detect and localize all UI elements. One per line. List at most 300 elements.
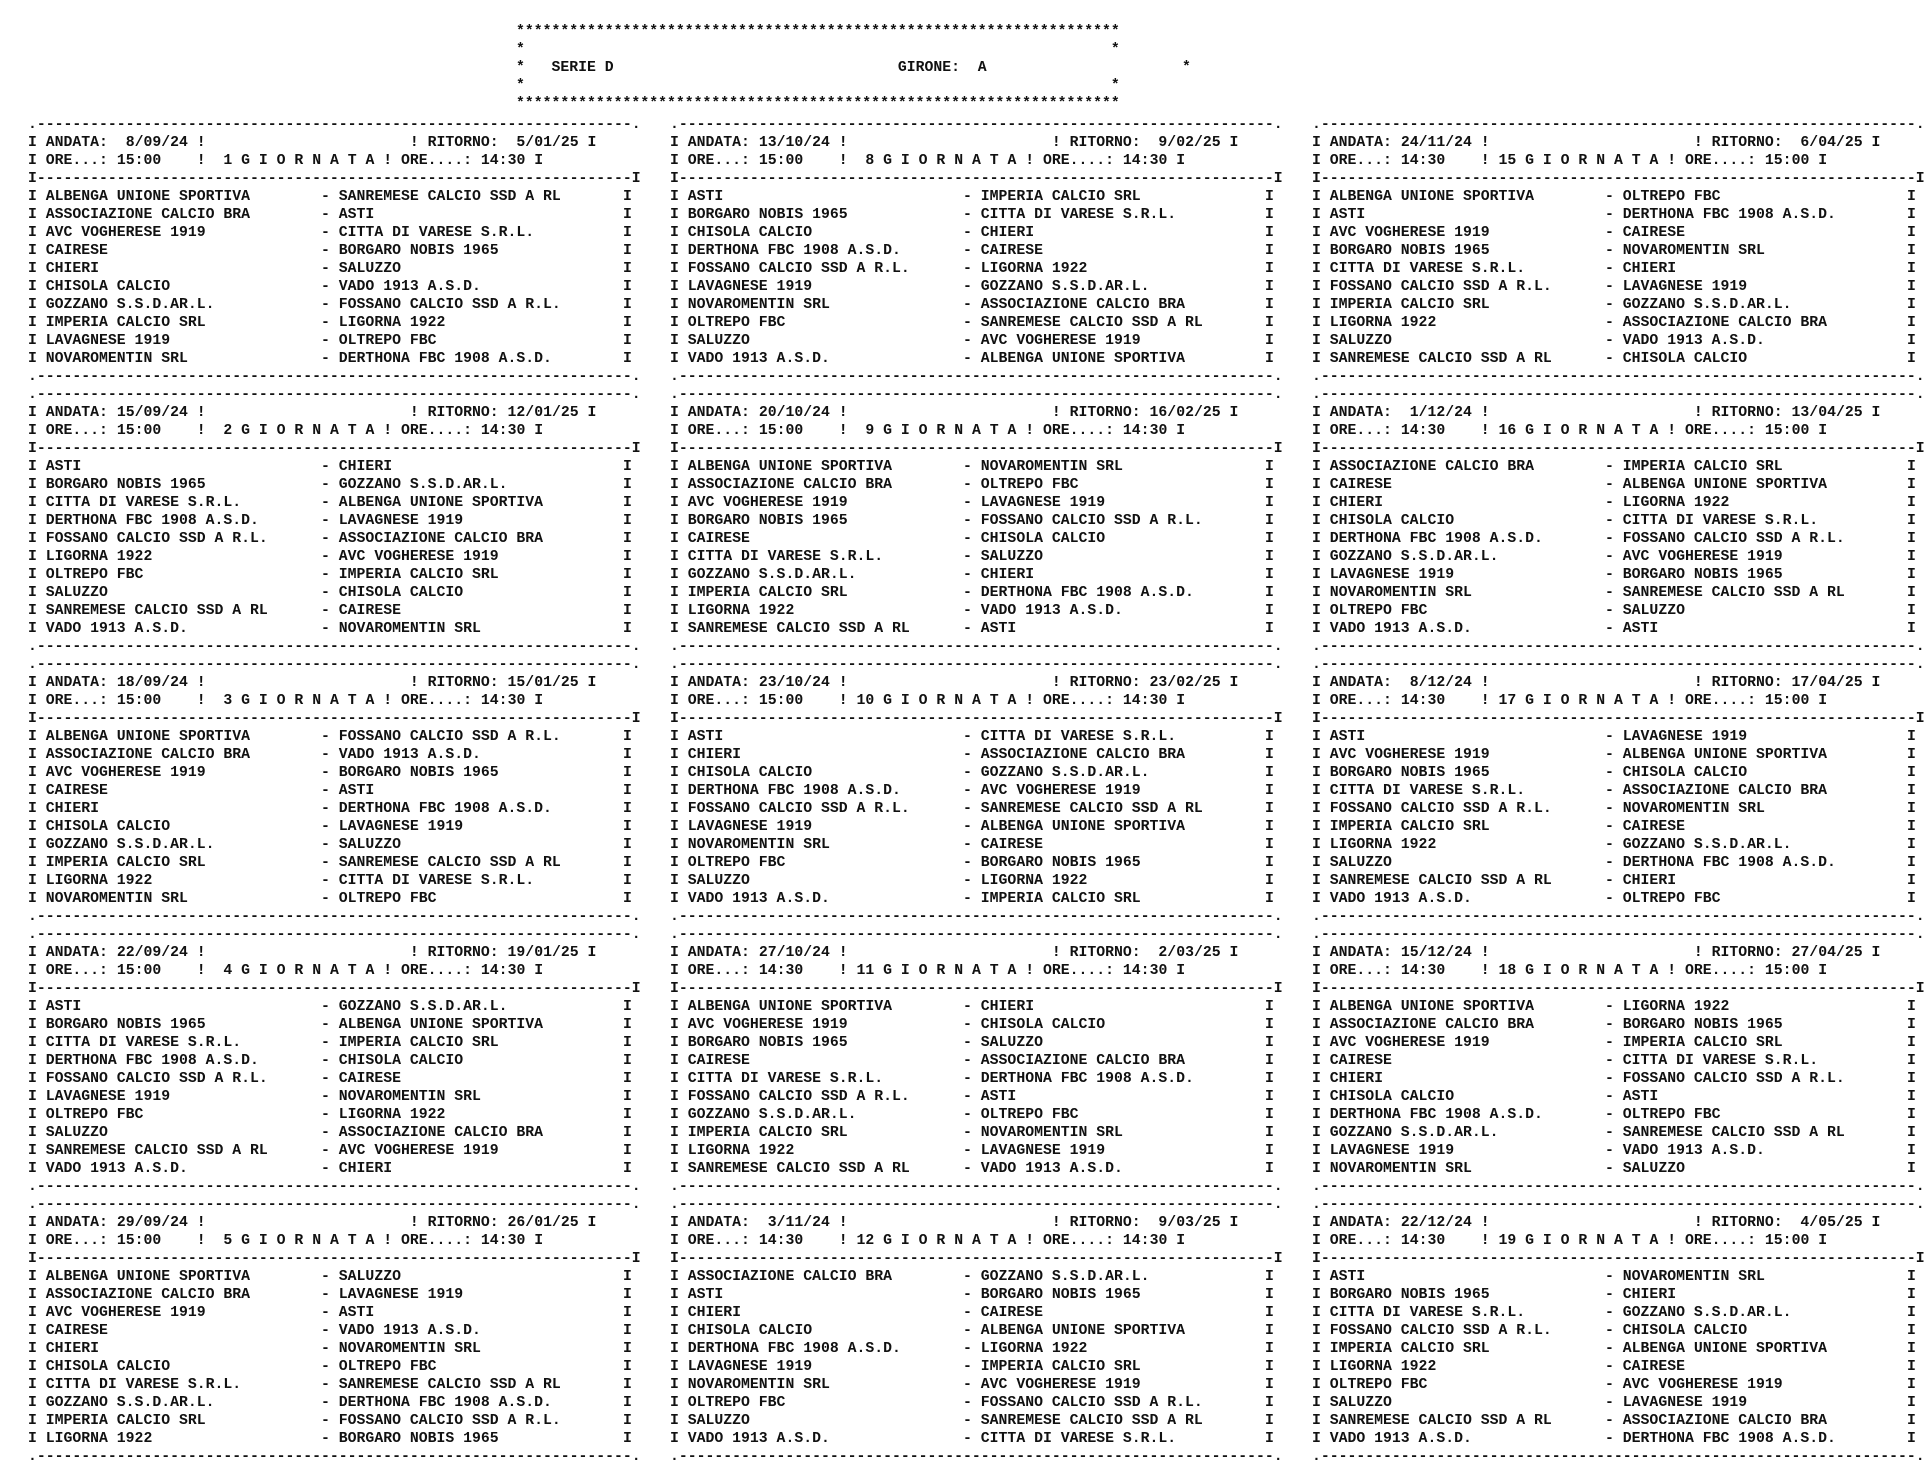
border-right: I <box>1906 189 1916 205</box>
match-row <box>28 1124 640 1142</box>
away-team: CITTA DI VARESE S.R.L. <box>1622 513 1907 529</box>
border-left: I <box>1312 1017 1330 1033</box>
away-team: CHISOLA CALCIO <box>1622 1323 1907 1339</box>
round-times-line <box>28 422 640 440</box>
border-left: I <box>670 873 688 889</box>
away-team: CHISOLA CALCIO <box>980 1017 1265 1033</box>
border-right: I <box>1264 297 1274 313</box>
match-row <box>1312 350 1924 368</box>
andata-label: ANDATA: <box>1329 1215 1392 1231</box>
border-right: I <box>1906 1017 1916 1033</box>
border-left: I <box>1312 1323 1330 1339</box>
border-right: I <box>1906 495 1916 511</box>
ore-ritorno-label: ORE....: <box>401 153 473 169</box>
border-right: I <box>1906 1323 1916 1339</box>
match-dash: - <box>312 567 339 583</box>
spacer: ! <box>374 423 401 439</box>
home-team: SANREMESE CALCIO SSD A RL <box>687 1161 955 1177</box>
spacer <box>1516 423 1525 439</box>
match-row <box>1312 188 1924 206</box>
match-row <box>670 458 1282 476</box>
match-dash: - <box>1596 1341 1623 1357</box>
match-row <box>1312 278 1924 296</box>
match-row <box>1312 494 1924 512</box>
border-left: I <box>28 1431 46 1447</box>
home-team: CHIERI <box>687 747 955 763</box>
home-team: ALBENGA UNIONE SPORTIVA <box>45 729 313 745</box>
border-right: I <box>1809 1233 1828 1249</box>
match-dash: - <box>954 333 981 349</box>
round-top-border: .-------------------------------------------------------------------. <box>1312 117 1925 133</box>
border-left: I <box>670 1377 688 1393</box>
ore-andata-label: ORE...: <box>1329 693 1392 709</box>
match-dash: - <box>1596 783 1623 799</box>
border-left: I <box>1312 189 1330 205</box>
border-left: I <box>670 1053 688 1069</box>
match-dash: - <box>954 315 981 331</box>
home-team: ASTI <box>687 1287 955 1303</box>
ritorno-label: RITORNO: <box>1069 1215 1141 1231</box>
border-right: I <box>525 423 544 439</box>
spacer: ! <box>1658 963 1685 979</box>
match-row <box>1312 1286 1924 1304</box>
home-team: NOVAROMENTIN SRL <box>687 297 955 313</box>
border-left: I <box>28 1323 46 1339</box>
match-dash: - <box>1596 585 1623 601</box>
ritorno-bang: ! <box>1051 945 1070 961</box>
ore-andata-label: ORE...: <box>687 153 750 169</box>
match-dash: - <box>312 1287 339 1303</box>
border-left: I <box>670 963 688 979</box>
match-row <box>670 584 1282 602</box>
border-left: I <box>28 1269 46 1285</box>
andata-label: ANDATA: <box>45 405 108 421</box>
spacer: ! <box>1445 153 1499 169</box>
away-team: CAIRESE <box>980 243 1265 259</box>
home-team: ASSOCIAZIONE CALCIO BRA <box>1329 459 1597 475</box>
home-team: AVC VOGHERESE 1919 <box>45 225 313 241</box>
away-team: ALBENGA UNIONE SPORTIVA <box>980 819 1265 835</box>
ore-andata-value: 15:00 <box>107 963 162 979</box>
match-row <box>28 1034 640 1052</box>
border-right: I <box>622 351 632 367</box>
home-team: ALBENGA UNIONE SPORTIVA <box>687 459 955 475</box>
spacer: ! <box>1471 405 1694 421</box>
border-left: I <box>670 1431 688 1447</box>
home-team: CAIRESE <box>45 243 313 259</box>
border-right: I <box>578 945 597 961</box>
border-left: I <box>28 603 46 619</box>
home-team: IMPERIA CALCIO SRL <box>45 855 313 871</box>
home-team: LAVAGNESE 1919 <box>1329 567 1597 583</box>
match-dash: - <box>954 1053 981 1069</box>
away-team: NOVAROMENTIN SRL <box>338 621 623 637</box>
border-right: I <box>1264 855 1274 871</box>
border-right: I <box>1264 531 1274 547</box>
border-right: I <box>1906 801 1916 817</box>
ritorno-date: 16/02/25 <box>1140 405 1221 421</box>
away-team: ASTI <box>1622 1089 1907 1105</box>
border-right: I <box>1862 135 1881 151</box>
spacer: ! <box>374 1233 401 1249</box>
border-left: I <box>1312 243 1330 259</box>
spacer <box>232 423 241 439</box>
round-separator: I-------------------------------------------------------------------I <box>1312 1251 1925 1267</box>
border-right: I <box>1264 513 1274 529</box>
home-team: SALUZZO <box>687 333 955 349</box>
away-team: LIGORNA 1922 <box>980 1341 1265 1357</box>
ritorno-label: RITORNO: <box>1711 1215 1783 1231</box>
border-right: I <box>622 315 632 331</box>
ore-ritorno-value: 15:00 <box>1756 693 1810 709</box>
border-left: I <box>1312 1287 1330 1303</box>
round-separator: I-------------------------------------------------------------------I <box>28 711 641 727</box>
match-row <box>670 242 1282 260</box>
away-team: DERTHONA FBC 1908 A.S.D. <box>1622 1431 1907 1447</box>
away-team: ASSOCIAZIONE CALCIO BRA <box>338 1125 623 1141</box>
spacer: ! <box>829 405 1052 421</box>
match-dash: - <box>954 297 981 313</box>
giornata-label: G I O R N A T A <box>1525 963 1659 979</box>
ritorno-label: RITORNO: <box>1711 135 1783 151</box>
match-row <box>670 890 1282 908</box>
border-right: I <box>525 1233 544 1249</box>
ore-andata-label: ORE...: <box>45 153 108 169</box>
home-team: FOSSANO CALCIO SSD A R.L. <box>1329 801 1597 817</box>
away-team: FOSSANO CALCIO SSD A R.L. <box>338 729 623 745</box>
home-team: BORGARO NOBIS 1965 <box>45 477 313 493</box>
match-dash: - <box>1596 999 1623 1015</box>
away-team: ASSOCIAZIONE CALCIO BRA <box>1622 783 1907 799</box>
match-dash: - <box>954 1431 981 1447</box>
border-right: I <box>1264 567 1274 583</box>
match-dash: - <box>954 999 981 1015</box>
away-team: LIGORNA 1922 <box>338 315 623 331</box>
border-right: I <box>1906 1107 1916 1123</box>
match-row <box>1312 224 1924 242</box>
match-row <box>670 1106 1282 1124</box>
away-team: CHISOLA CALCIO <box>1622 351 1907 367</box>
home-team: NOVAROMENTIN SRL <box>1329 585 1597 601</box>
match-row <box>670 206 1282 224</box>
border-right: I <box>622 585 632 601</box>
ore-ritorno-label: ORE....: <box>401 423 473 439</box>
home-team: LAVAGNESE 1919 <box>687 819 955 835</box>
match-dash: - <box>312 459 339 475</box>
ore-andata-label: ORE...: <box>687 693 750 709</box>
away-team: NOVAROMENTIN SRL <box>1622 801 1907 817</box>
spacer: ! <box>829 945 1052 961</box>
border-left: I <box>1312 1143 1330 1159</box>
banner-title-line: * SERIE D GIRONE: A * <box>516 60 1191 76</box>
match-dash: - <box>1596 513 1623 529</box>
match-row <box>1312 998 1924 1016</box>
border-left: I <box>1312 549 1330 565</box>
home-team: CAIRESE <box>687 1053 955 1069</box>
border-right: I <box>1906 549 1916 565</box>
home-team: CAIRESE <box>1329 1053 1597 1069</box>
home-team: ASSOCIAZIONE CALCIO BRA <box>45 207 313 223</box>
spacer <box>874 693 883 709</box>
match-row <box>1312 332 1924 350</box>
spacer <box>1516 153 1525 169</box>
ritorno-date: 5/01/25 <box>498 135 579 151</box>
home-team: CHISOLA CALCIO <box>45 819 313 835</box>
border-right: I <box>1906 243 1916 259</box>
round-times-line <box>670 422 1282 440</box>
match-dash: - <box>312 747 339 763</box>
home-team: DERTHONA FBC 1908 A.S.D. <box>687 783 955 799</box>
home-team: CITTA DI VARESE S.R.L. <box>687 1071 955 1087</box>
match-dash: - <box>312 549 339 565</box>
round-times-line <box>1312 1232 1924 1250</box>
giornata-number: 19 <box>1498 1233 1517 1249</box>
match-dash: - <box>312 1341 339 1357</box>
round-block-10 <box>670 656 1282 926</box>
border-right: I <box>1906 477 1916 493</box>
match-row <box>28 1430 640 1448</box>
border-right: I <box>1264 495 1274 511</box>
home-team: DERTHONA FBC 1908 A.S.D. <box>45 1053 313 1069</box>
border-left: I <box>670 531 688 547</box>
away-team: ALBENGA UNIONE SPORTIVA <box>1622 1341 1907 1357</box>
border-right: I <box>1906 1035 1916 1051</box>
round-top-border: .-------------------------------------------------------------------. <box>1312 1197 1925 1213</box>
match-dash: - <box>954 621 981 637</box>
border-right: I <box>622 1305 632 1321</box>
match-dash: - <box>954 567 981 583</box>
round-times-line <box>1312 422 1924 440</box>
match-row <box>670 548 1282 566</box>
round-dates-line <box>1312 674 1924 692</box>
border-right: I <box>622 1377 632 1393</box>
match-dash: - <box>312 243 339 259</box>
match-dash: - <box>312 765 339 781</box>
spacer: ! <box>187 1215 410 1231</box>
andata-date: 8/09/24 <box>107 135 188 151</box>
giornata-label: G I O R N A T A <box>1525 153 1659 169</box>
border-left: I <box>1312 1233 1330 1249</box>
round-separator: I-------------------------------------------------------------------I <box>670 711 1283 727</box>
match-dash: - <box>1596 333 1623 349</box>
away-team: SANREMESE CALCIO SSD A RL <box>980 801 1265 817</box>
spacer <box>874 1233 883 1249</box>
border-right: I <box>1264 1125 1274 1141</box>
border-left: I <box>670 351 688 367</box>
border-right: I <box>622 513 632 529</box>
border-left: I <box>28 819 46 835</box>
giornata-number: 8 <box>856 153 875 169</box>
border-right: I <box>1906 855 1916 871</box>
home-team: ASTI <box>1329 207 1597 223</box>
home-team: DERTHONA FBC 1908 A.S.D. <box>1329 1107 1597 1123</box>
match-dash: - <box>312 297 339 313</box>
match-dash: - <box>954 477 981 493</box>
border-right: I <box>1906 1269 1916 1285</box>
match-row <box>28 314 640 332</box>
ritorno-bang: ! <box>409 135 428 151</box>
match-dash: - <box>1596 567 1623 583</box>
away-team: CAIRESE <box>338 603 623 619</box>
away-team: IMPERIA CALCIO SRL <box>1622 459 1907 475</box>
match-dash: - <box>312 1035 339 1051</box>
round-dates-line <box>670 1214 1282 1232</box>
home-team: IMPERIA CALCIO SRL <box>45 1413 313 1429</box>
home-team: CHISOLA CALCIO <box>1329 513 1597 529</box>
border-left: I <box>28 1413 46 1429</box>
border-left: I <box>28 279 46 295</box>
ritorno-bang: ! <box>409 675 428 691</box>
home-team: LAVAGNESE 1919 <box>687 1359 955 1375</box>
border-left: I <box>28 423 46 439</box>
match-dash: - <box>954 1035 981 1051</box>
match-dash: - <box>954 513 981 529</box>
match-row <box>28 998 640 1016</box>
ore-andata-value: 15:00 <box>107 153 162 169</box>
away-team: NOVAROMENTIN SRL <box>980 459 1265 475</box>
ore-ritorno-label: ORE....: <box>1043 693 1115 709</box>
border-right: I <box>1264 1089 1274 1105</box>
round-block-19 <box>1312 1196 1924 1466</box>
round-dates-line <box>28 1214 640 1232</box>
match-row <box>28 746 640 764</box>
ritorno-bang: ! <box>1693 1215 1712 1231</box>
match-dash: - <box>954 1017 981 1033</box>
match-row <box>1312 566 1924 584</box>
giornata-number: 4 <box>214 963 233 979</box>
border-right: I <box>1264 801 1274 817</box>
ritorno-date: 13/04/25 <box>1782 405 1863 421</box>
round-bottom-border: .-------------------------------------------------------------------. <box>1312 639 1925 655</box>
match-row <box>28 602 640 620</box>
match-row <box>28 872 640 890</box>
home-team: LIGORNA 1922 <box>1329 315 1597 331</box>
away-team: CHIERI <box>338 1161 623 1177</box>
border-right: I <box>622 495 632 511</box>
away-team: CHIERI <box>980 567 1265 583</box>
ore-ritorno-label: ORE....: <box>401 1233 473 1249</box>
ore-ritorno-value: 14:30 <box>472 423 526 439</box>
home-team: IMPERIA CALCIO SRL <box>687 1125 955 1141</box>
home-team: CHIERI <box>45 1341 313 1357</box>
round-top-border: .-------------------------------------------------------------------. <box>670 657 1283 673</box>
giornata-number: 1 <box>214 153 233 169</box>
border-right: I <box>1906 1053 1916 1069</box>
home-team: BORGARO NOBIS 1965 <box>687 207 955 223</box>
match-dash: - <box>954 729 981 745</box>
away-team: ASSOCIAZIONE CALCIO BRA <box>980 747 1265 763</box>
away-team: BORGARO NOBIS 1965 <box>338 1431 623 1447</box>
border-left: I <box>670 135 688 151</box>
spacer: ! <box>187 675 410 691</box>
giornata-label: G I O R N A T A <box>883 1233 1017 1249</box>
away-team: LAVAGNESE 1919 <box>1622 279 1907 295</box>
match-dash: - <box>1596 1377 1623 1393</box>
home-team: GOZZANO S.S.D.AR.L. <box>45 1395 313 1411</box>
home-team: SALUZZO <box>45 585 313 601</box>
match-row <box>28 278 640 296</box>
match-dash: - <box>1596 351 1623 367</box>
match-dash: - <box>954 1395 981 1411</box>
border-right: I <box>1906 729 1916 745</box>
border-left: I <box>28 1161 46 1177</box>
away-team: SANREMESE CALCIO SSD A RL <box>1622 585 1907 601</box>
match-dash: - <box>312 855 339 871</box>
spacer <box>1516 693 1525 709</box>
border-right: I <box>1906 585 1916 601</box>
border-right: I <box>622 531 632 547</box>
border-left: I <box>1312 1395 1330 1411</box>
round-separator: I-------------------------------------------------------------------I <box>670 441 1283 457</box>
spacer: ! <box>161 1233 215 1249</box>
round-bottom-border: .-------------------------------------------------------------------. <box>28 1449 641 1465</box>
andata-label: ANDATA: <box>45 945 108 961</box>
match-row <box>28 836 640 854</box>
home-team: VADO 1913 A.S.D. <box>687 891 955 907</box>
match-row <box>1312 1304 1924 1322</box>
border-left: I <box>670 783 688 799</box>
andata-label: ANDATA: <box>687 405 750 421</box>
ritorno-bang: ! <box>1051 135 1070 151</box>
border-left: I <box>1312 1161 1330 1177</box>
border-left: I <box>670 621 688 637</box>
border-left: I <box>28 135 46 151</box>
match-dash: - <box>954 1269 981 1285</box>
home-team: BORGARO NOBIS 1965 <box>45 1017 313 1033</box>
border-left: I <box>28 1143 46 1159</box>
round-times-line <box>28 692 640 710</box>
match-row <box>1312 1052 1924 1070</box>
away-team: CHIERI <box>1622 1287 1907 1303</box>
home-team: OLTREPO FBC <box>1329 1377 1597 1393</box>
match-row <box>28 1322 640 1340</box>
ritorno-label: RITORNO: <box>427 1215 499 1231</box>
match-dash: - <box>312 1143 339 1159</box>
border-left: I <box>28 531 46 547</box>
home-team: CITTA DI VARESE S.R.L. <box>1329 1305 1597 1321</box>
round-dates-line <box>28 404 640 422</box>
border-left: I <box>670 1395 688 1411</box>
round-block-9 <box>670 386 1282 656</box>
match-dash: - <box>1596 477 1623 493</box>
match-row <box>1312 260 1924 278</box>
match-dash: - <box>954 531 981 547</box>
border-left: I <box>670 1089 688 1105</box>
home-team: OLTREPO FBC <box>687 855 955 871</box>
match-row <box>28 800 640 818</box>
ore-ritorno-value: 15:00 <box>1756 1233 1810 1249</box>
border-left: I <box>1312 297 1330 313</box>
giornata-number: 15 <box>1498 153 1517 169</box>
match-dash: - <box>954 1377 981 1393</box>
home-team: OLTREPO FBC <box>687 315 955 331</box>
ore-andata-label: ORE...: <box>687 423 750 439</box>
border-right: I <box>622 1089 632 1105</box>
spacer: ! <box>1445 1233 1499 1249</box>
border-left: I <box>1312 315 1330 331</box>
border-left: I <box>1312 405 1330 421</box>
border-right: I <box>1906 1359 1916 1375</box>
round-times-line <box>670 962 1282 980</box>
away-team: IMPERIA CALCIO SRL <box>1622 1035 1907 1051</box>
border-right: I <box>1264 189 1274 205</box>
home-team: IMPERIA CALCIO SRL <box>45 315 313 331</box>
match-row <box>670 1088 1282 1106</box>
match-dash: - <box>1596 261 1623 277</box>
away-team: NOVAROMENTIN SRL <box>338 1341 623 1357</box>
round-times-line <box>28 152 640 170</box>
home-team: NOVAROMENTIN SRL <box>687 837 955 853</box>
